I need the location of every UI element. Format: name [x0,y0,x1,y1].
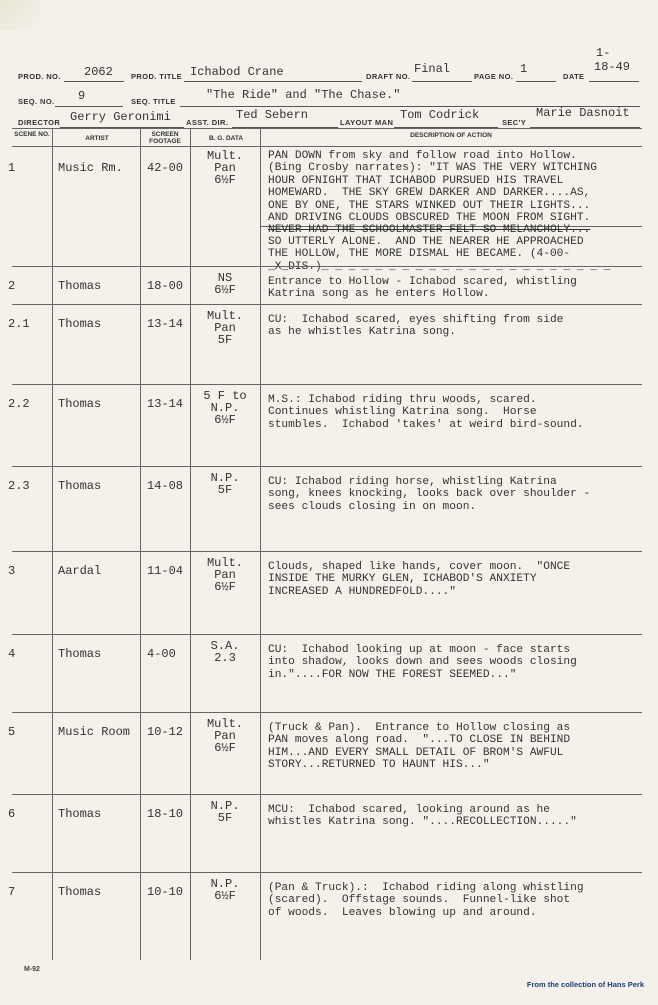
scene-number: 2.3 [8,479,30,493]
description-text: Entrance to Hollow - Ichabod scared, whistling Katrina song as he enters Hollow. [268,276,577,301]
bg-data: NS 6½F [214,271,236,297]
description-text: CU: Ichabod scared, eyes shifting from side as he whistles Katrina song. [268,314,564,339]
screen-footage: 10-12 [147,725,184,739]
artist-name: Aardal [58,564,102,578]
seq-title-label: SEQ. TITLE [131,97,176,106]
row-separator [12,304,642,305]
scene-number: 1 [8,161,16,175]
row-separator [12,712,642,713]
draft-no-value: Final [414,62,451,76]
description-continued: SO UTTERLY ALONE. AND THE NEARER HE APPROACHED THE HOLLOW, THE MORE DISMAL HE BECAME. (4-00- _X_DIS.)_ _ _ _ _ _ _ _ _ _ _ _ _ _ _ _ _ _ _ _ _ _ [268,236,611,273]
draft-no-label: DRAFT NO. [366,72,411,81]
bg-data: N.P. 6½F [210,877,240,903]
screen-footage: 13-14 [147,317,184,331]
date-value-line1: 1- [596,46,611,60]
prod-no-label: PROD. NO. [18,72,61,81]
bg-data: N.P. 5F [210,799,240,825]
artist-name: Thomas [58,279,102,293]
description-text: CU: Ichabod riding horse, whistling Katrina song, knees knocking, looks back over shoulder - sees clouds closing in on moon. [268,476,591,513]
scene-number: 2.2 [8,397,30,411]
bg-data: Mult. Pan 6½F [206,556,243,594]
bg-data: S.A. 2.3 [210,639,240,665]
artist-name: Thomas [58,479,102,493]
artist-name: Thomas [58,397,102,411]
screen-footage: 10-10 [147,885,184,899]
bg-data: N.P. 5F [210,471,240,497]
description-text: Clouds, shaped like hands, cover moon. "ONCE INSIDE THE MURKY GLEN, ICHABOD'S ANXIETY INCREASED A HUNDREDFOLD...." [268,561,571,598]
grid-header-rule [12,146,642,147]
director-label: DIRECTOR [18,118,61,127]
row-separator [12,266,642,267]
description-text: CU: Ichabod looking up at moon - face starts into shadow, looks down and sees woods closing in."....FOR NOW THE FOREST SEEMED..." [268,644,577,681]
seq-title-value: "The Ride" and "The Chase." [206,88,401,102]
screen-footage: 42-00 [147,161,184,175]
scene-number: 7 [8,885,16,899]
grid-col-4 [260,128,261,960]
screen-footage: 4-00 [147,647,176,661]
form-number: M-92 [24,966,40,973]
scene-number: 5 [8,725,16,739]
prod-no-underline [64,81,124,82]
asst-dir-label: ASST. DIR. [186,118,229,127]
secy-value: Marie Dasnoit [536,106,630,120]
description-text: (Pan & Truck).: Ichabod riding along whistling (scared). Offstage sounds. Funnel-like shot of woods. Leaves blowing up and around. [268,882,584,919]
draft-no-underline [412,81,472,82]
screen-footage: 18-10 [147,807,184,821]
seq-no-value: 9 [78,89,86,103]
description-text: (Truck & Pan). Entrance to Hollow closing as PAN moves along road. "...TO CLOSE IN BEHIND HIM...AND EVERY SMALL DETAIL OF BROM'S AWFUL STORY...RETURNED TO HAUNT HIS..." [268,722,571,772]
director-value: Gerry Geronimi [70,110,171,124]
row-separator [12,872,642,873]
row-separator [12,634,642,635]
seq-no-underline [55,106,123,107]
description-text: MCU: Ichabod scared, looking around as he whistles Katrina song. "....RECOLLECTION....." [268,804,577,829]
row-separator [12,466,642,467]
page-no-underline [516,81,556,82]
scene-number: 6 [8,807,16,821]
grid-col-3 [190,128,191,960]
date-value-line2: 18-49 [594,60,631,74]
artist-name: Music Rm. [58,161,123,175]
page-no-label: PAGE NO. [474,72,514,81]
col-scene-no: SCENE NO. [14,131,50,138]
grid-top-rule [12,128,642,129]
scene-number: 4 [8,647,16,661]
bg-data: Mult. Pan 6½F [206,717,243,755]
prod-title-value: Ichabod Crane [190,65,284,79]
collection-credit: From the collection of Hans Perk [526,980,644,989]
description-struck-line: NEVER HAD THE SCHOOLMASTER FELT SO MELANCHOLY... [268,224,591,236]
row-separator [12,384,642,385]
prod-no-value: 2062 [84,65,113,79]
asst-dir-value: Ted Sebern [236,108,309,122]
layout-man-value: Tom Codrick [400,108,480,122]
artist-name: Thomas [58,317,102,331]
prod-title-label: PROD. TITLE [131,72,183,81]
row-separator [12,794,642,795]
page-no-value: 1 [520,62,528,76]
screen-footage: 18-00 [147,279,184,293]
screen-footage: 14-08 [147,479,184,493]
prod-title-underline [184,81,362,82]
date-underline [589,81,639,82]
scene-number: 2 [8,279,16,293]
date-label: DATE [563,72,585,81]
row-separator [12,551,642,552]
bg-data: Mult. Pan 6½F [206,149,243,187]
scene-number: 2.1 [8,317,30,331]
bg-data: Mult. Pan 5F [206,309,243,347]
artist-name: Thomas [58,885,102,899]
seq-no-label: SEQ. NO. [18,97,55,106]
col-artist: ARTIST [85,135,109,142]
grid-col-1 [52,128,53,960]
scene-number: 3 [8,564,16,578]
artist-name: Thomas [58,647,102,661]
grid-col-2 [140,128,141,960]
screen-footage: 11-04 [147,564,184,578]
layout-man-label: LAYOUT MAN [340,118,394,127]
description-text: M.S.: Ichabod riding thru woods, scared. Continues whistling Katrina song. Horse stumbles. Ichabod 'takes' at weird bird-sound. [268,394,584,431]
bg-data: 5 F to N.P. 6½F [203,389,247,427]
col-description: DESCRIPTION OF ACTION [410,132,492,139]
artist-name: Thomas [58,807,102,821]
secy-label: SEC'Y [502,118,527,127]
col-bg-data: B. G. DATA [208,135,244,142]
paper-corner [0,0,40,30]
artist-name: Music Room [58,725,131,739]
screen-footage: 13-14 [147,397,184,411]
description-text: PAN DOWN from sky and follow road into Hollow. (Bing Crosby narrates): "IT WAS THE VERY WITCHING HOUR OFNIGHT THAT ICHABOD PURSUED HIS TRAVEL HOMEWARD. THE SKY GREW DARKER AND DARKER....AS, ONE BY ONE, THE STARS WINKED OUT THEIR LIGHTS... AND DRIVING CLOUDS OBSCURED THE MOON FROM SIGHT. [268,150,597,225]
col-screen-footage: SCREEN FOOTAGE [149,131,181,145]
